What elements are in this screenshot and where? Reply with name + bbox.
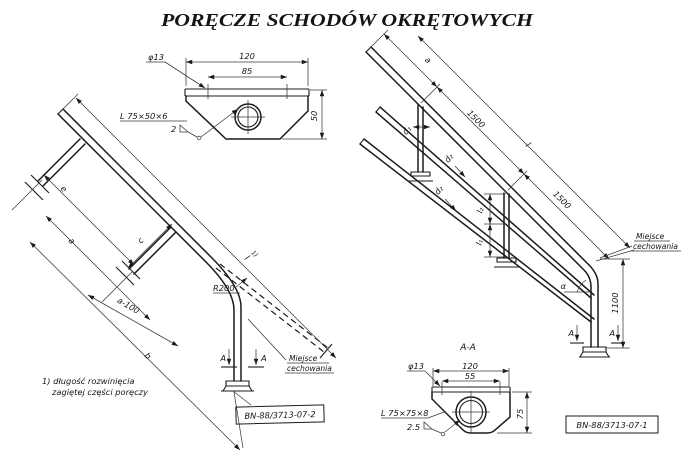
marking-place-line2: cechowania xyxy=(287,364,332,373)
right-marking-note xyxy=(600,232,681,258)
marking-place-line1: Miejsce xyxy=(636,232,665,241)
section-a-marker-right: A xyxy=(609,328,615,338)
bend-radius-label: R200 xyxy=(213,283,235,293)
left-detail-geometry xyxy=(185,84,309,139)
gap-upper-label: l₂ xyxy=(474,206,486,215)
left-handrail-view xyxy=(12,94,336,450)
section-a-marker-right: A xyxy=(261,353,267,363)
dim-85-label: 85 xyxy=(241,66,253,76)
dim-c-label: c xyxy=(135,235,146,246)
post-dia-label: d₁ xyxy=(400,123,414,137)
dim-50-label: 50 xyxy=(309,110,319,122)
rail-dia-lower-label: d₂ xyxy=(432,183,446,197)
dim-l-label: l xyxy=(241,254,251,263)
marking-place-line2: cechowania xyxy=(633,242,678,251)
left-marking-note xyxy=(248,319,334,373)
standard-number-right: BN-88/3713-07-1 xyxy=(576,420,648,430)
page-title: PORĘCZE SCHODÓW OKRĘTOWYCH xyxy=(161,10,470,30)
right-handrail-view xyxy=(360,30,681,357)
weld-symbol-icon xyxy=(180,125,188,132)
section-view-title: A-A xyxy=(460,343,476,353)
marking-place-line1: Miejsce xyxy=(289,354,318,363)
hole-dia-label: φ13 xyxy=(147,52,164,62)
left-weld-size: 2 xyxy=(171,124,177,134)
left-section-markers xyxy=(219,349,267,367)
left-footnote xyxy=(42,376,148,397)
dim-l-footnote-ref: 1) xyxy=(249,249,259,259)
rail-dia-upper-label: d₂ xyxy=(442,151,456,165)
footnote-line2: zagiętej części poręczy xyxy=(52,387,148,397)
post-height-label: 1100 xyxy=(610,292,620,314)
dim-120-label: 120 xyxy=(462,361,478,371)
section-a-marker-left: A xyxy=(568,328,574,338)
right-dimension-lines xyxy=(369,30,634,348)
left-detail-dimensions xyxy=(120,51,327,140)
dim-1500-lower-label: 1500 xyxy=(551,188,574,211)
right-profile-label: L 75×75×8 xyxy=(381,408,429,418)
dim-a-label: a xyxy=(66,235,78,247)
weld-symbol-icon xyxy=(424,422,432,429)
right-section-markers xyxy=(567,325,625,343)
dim-55-label: 55 xyxy=(464,371,476,381)
hole-dia-label: φ13 xyxy=(407,361,424,371)
dim-120-label: 120 xyxy=(239,51,255,61)
section-a-marker-left: A xyxy=(220,353,226,363)
left-rail-geometry xyxy=(25,109,332,391)
left-standard-tag xyxy=(236,405,324,424)
dim-1500-upper-label: 1500 xyxy=(465,107,488,130)
right-detail-geometry xyxy=(432,382,510,433)
right-section-detail xyxy=(381,343,658,436)
right-weld-size: 2.5 xyxy=(407,422,421,432)
dim-75-label: 75 xyxy=(515,408,525,420)
standard-number-left: BN-88/3713-07-2 xyxy=(244,409,316,421)
footnote-line1: 1) długość rozwinięcia xyxy=(42,376,135,386)
angle-alpha-label: α xyxy=(560,281,566,291)
dim-b-label: b xyxy=(142,350,154,362)
dim-l-right-label: l xyxy=(522,141,532,150)
left-section-detail xyxy=(120,51,327,140)
dim-e-label: e xyxy=(58,183,70,195)
dim-a-minus-100-label: a-100 xyxy=(115,295,142,316)
right-standard-tag xyxy=(566,416,658,433)
gap-lower-label: l₁ xyxy=(473,238,485,247)
dim-a-right-label: a xyxy=(422,54,434,66)
left-profile-label: L 75×50×6 xyxy=(120,111,168,121)
